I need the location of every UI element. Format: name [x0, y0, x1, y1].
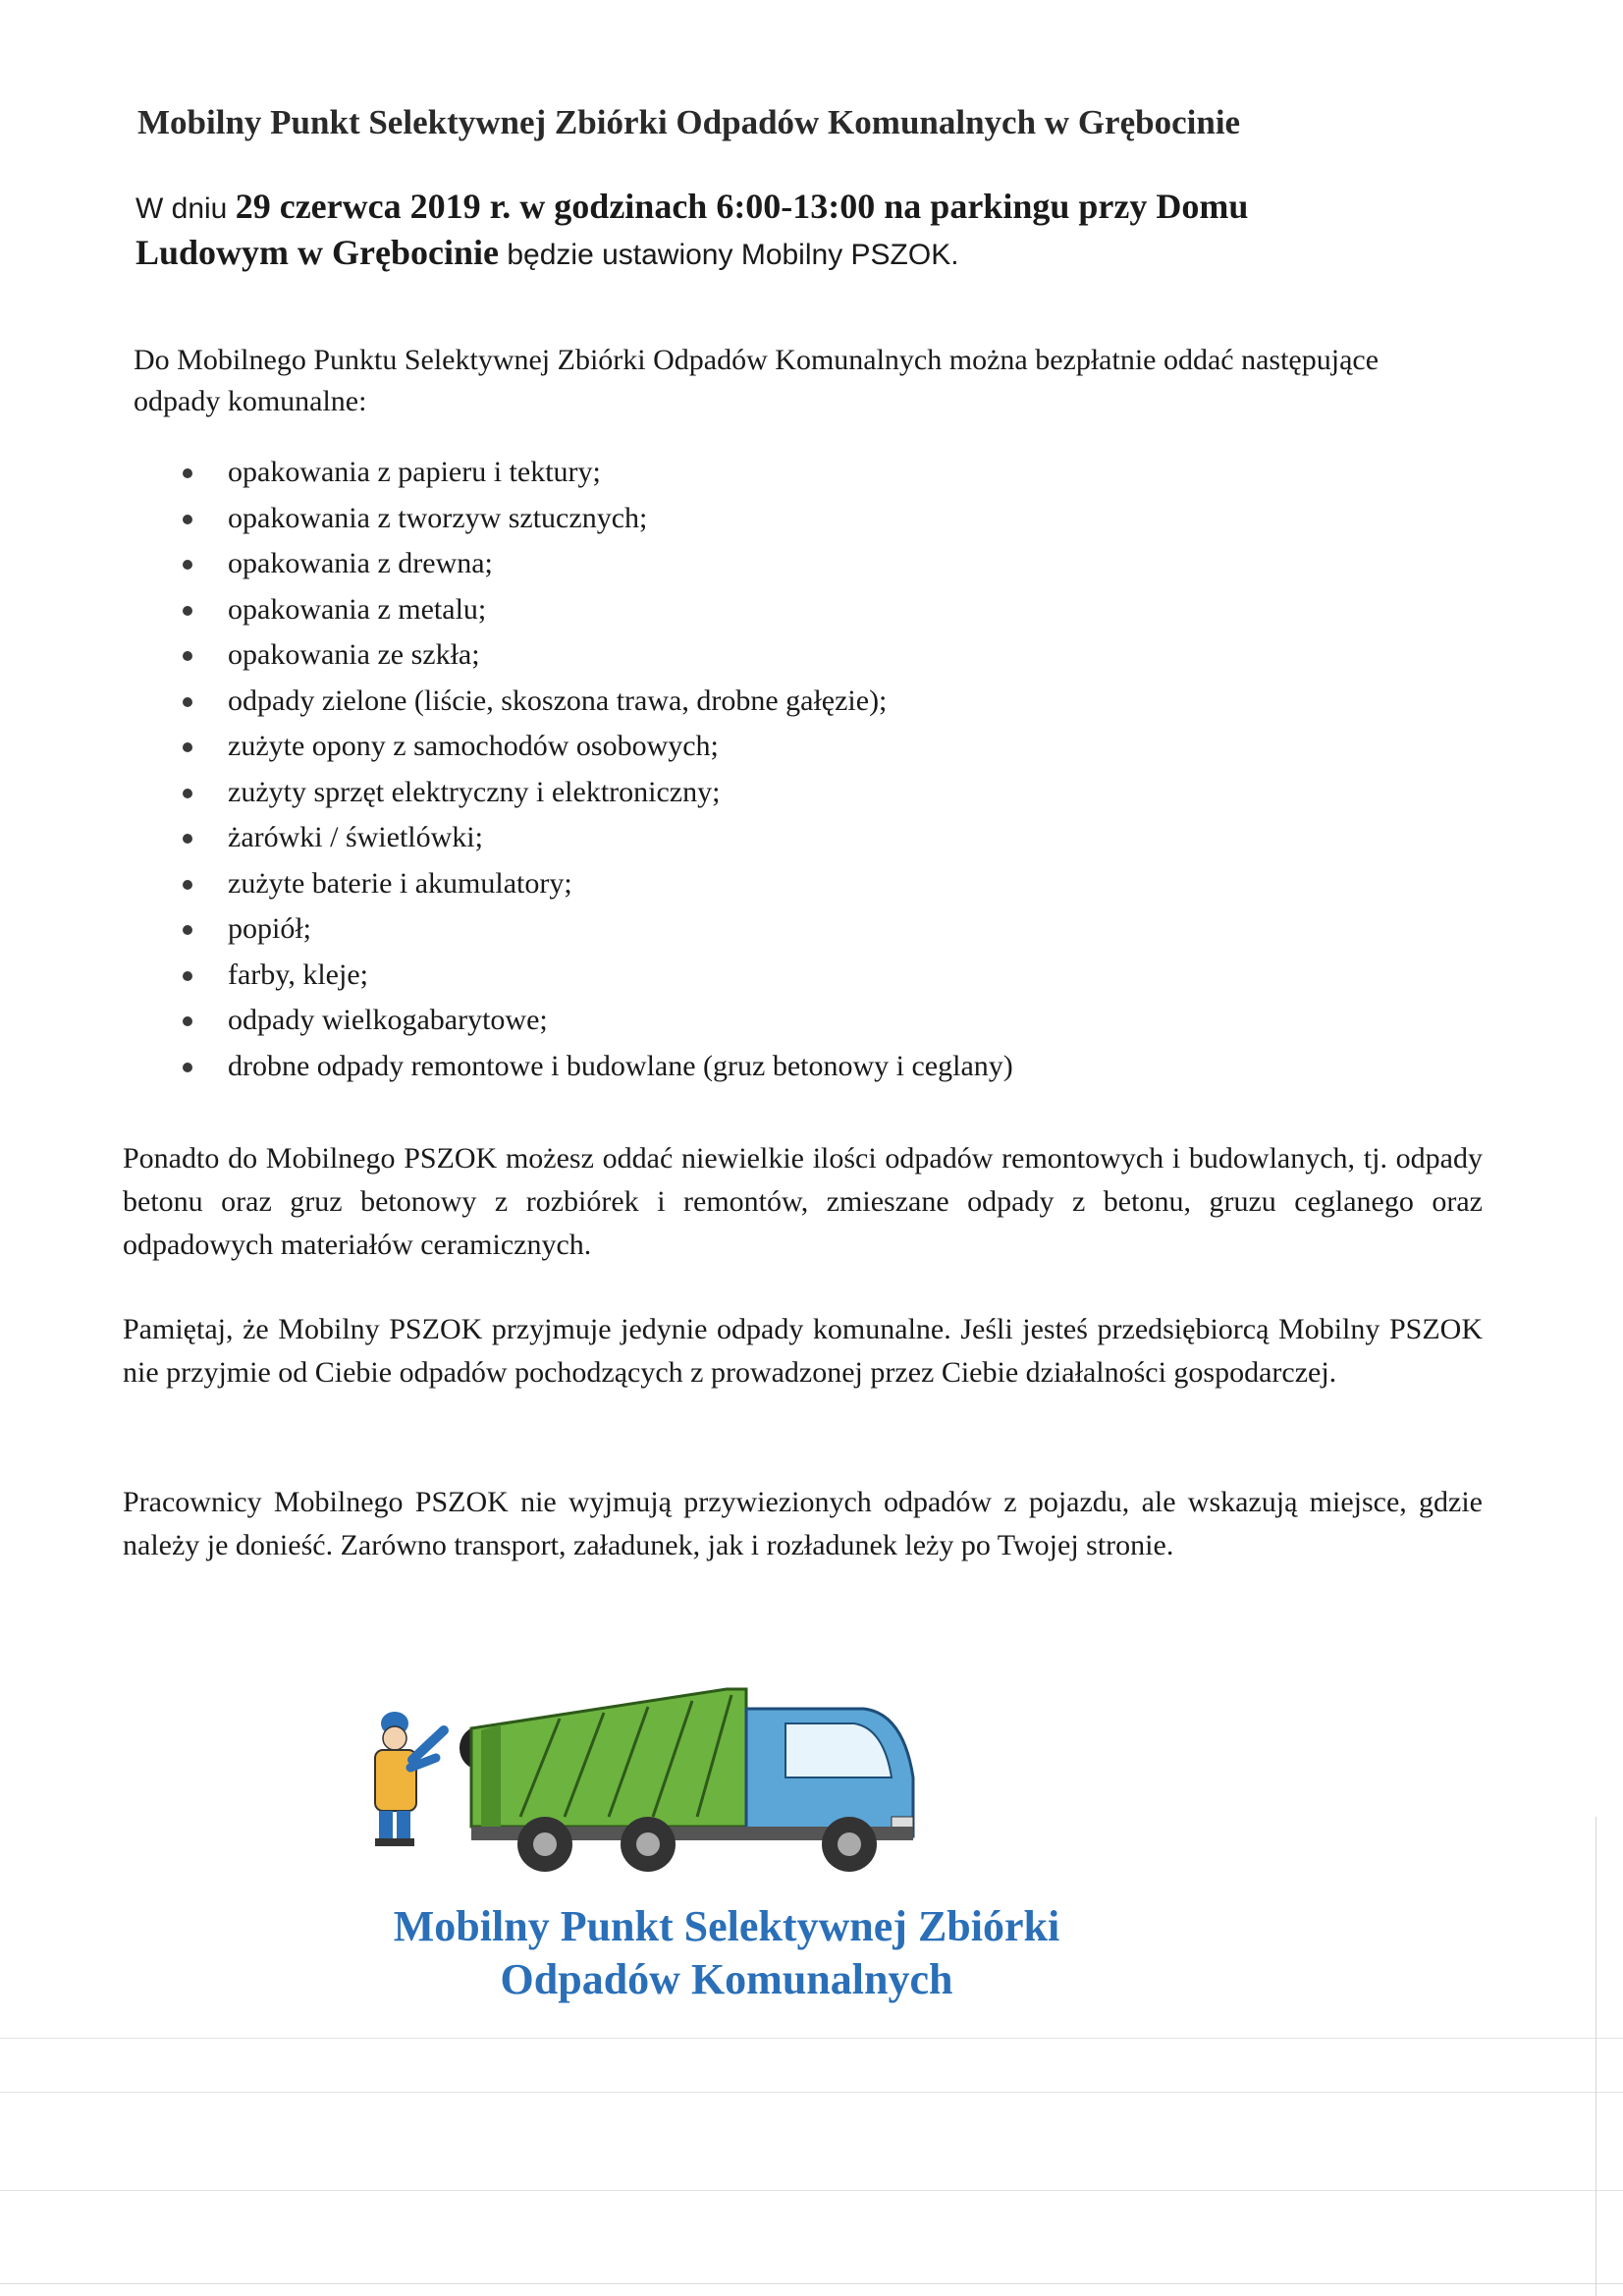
list-item: odpady zielone (liście, skoszona trawa, drobne gałęzie);	[177, 679, 1453, 725]
list-item: odpady wielkogabarytowe;	[177, 998, 1453, 1044]
bullet-icon	[183, 1063, 192, 1072]
bullet-icon	[183, 789, 192, 798]
logo-line-2: Odpadów Komunalnych	[500, 1955, 953, 2003]
garbage-truck-icon	[353, 1669, 1060, 1895]
bullet-icon	[183, 742, 192, 752]
announcement	[135, 185, 1373, 277]
additional-paragraph: Ponadto do Mobilnego PSZOK możesz oddać niewielkie ilości odpadów remontowych i budowlanych, tj. odpady betonu oraz gruz betonowy z rozbiórek i remontów, zmieszane odpady z betonu, gruzu ceglanego oraz odpadowych materiałów ceramicznych.	[123, 1142, 1483, 1261]
bullet-icon	[183, 834, 192, 844]
truck-body	[471, 1689, 746, 1827]
intro-paragraph: Do Mobilnego Punktu Selektywnej Zbiórki Odpadów Komunalnych można bezpłatnie oddać następujące odpady komunalne:	[134, 344, 1380, 417]
worker-icon	[375, 1712, 444, 1846]
bullet-icon	[183, 880, 192, 890]
announcement-date: 29 czerwca 2019 r.	[235, 187, 512, 226]
divider	[0, 2092, 1623, 2093]
list-item: drobne odpady remontowe i budowlane (gruz betonowy i ceglany)	[177, 1044, 1453, 1090]
list-item: opakowania z drewna;	[177, 541, 1453, 587]
bullet-icon	[183, 1016, 192, 1026]
list-item: opakowania ze szkła;	[177, 632, 1453, 679]
bullet-icon	[183, 606, 192, 616]
announcement-prefix: W dniu	[135, 192, 236, 225]
waste-list	[177, 450, 1453, 1089]
bullet-icon	[183, 971, 192, 981]
remember-paragraph: Pamiętaj, że Mobilny PSZOK przyjmuje jedynie odpady komunalne. Jeśli jesteś przedsiębiorcą Mobilny PSZOK nie przyjmie od Ciebie odpadów pochodzących z prowadzonej przez Ciebie działalności gospodarczej.	[123, 1313, 1483, 1389]
list-item: żarówki / świetlówki;	[177, 815, 1453, 861]
divider	[0, 2038, 1623, 2039]
divider	[0, 2283, 1623, 2284]
list-item: zużyty sprzęt elektryczny i elektroniczny;	[177, 770, 1453, 816]
workers-paragraph: Pracownicy Mobilnego PSZOK nie wyjmują przywiezionych odpadów z pojazdu, ale wskazują miejsce, gdzie należy je donieść. Zarówno transport, załadunek, jak i rozładunek leży po Twojej stronie.	[123, 1486, 1483, 1561]
list-item: farby, kleje;	[177, 953, 1453, 999]
bullet-icon	[183, 651, 192, 661]
bullet-icon	[183, 697, 192, 707]
divider	[0, 2190, 1623, 2191]
bullet-icon	[183, 468, 192, 478]
list-item: zużyte opony z samochodów osobowych;	[177, 724, 1453, 770]
garbage-truck-illustration	[353, 1669, 1060, 1895]
document-title: Mobilny Punkt Selektywnej Zbiórki Odpadów Komunalnych w Grębocinie	[137, 103, 1241, 141]
logo-line-1: Mobilny Punkt Selektywnej Zbiórki	[393, 1902, 1060, 1950]
announcement-suffix: będzie ustawiony Mobilny PSZOK.	[499, 239, 959, 271]
bullet-icon	[183, 515, 192, 524]
list-item: opakowania z tworzyw sztucznych;	[177, 496, 1453, 542]
announcement-time-place: w godzinach 6:00-13:00 na parkingu przy Domu Ludowym w Grębocinie	[135, 187, 1249, 272]
bullet-icon	[183, 560, 192, 570]
truck-cab	[746, 1709, 913, 1836]
list-item: opakowania z metalu;	[177, 587, 1453, 633]
bullet-icon	[183, 925, 192, 935]
list-item: popiół;	[177, 906, 1453, 953]
list-item: opakowania z papieru i tektury;	[177, 450, 1453, 496]
list-item: zużyte baterie i akumulatory;	[177, 861, 1453, 907]
logo-text	[295, 1900, 1159, 2006]
